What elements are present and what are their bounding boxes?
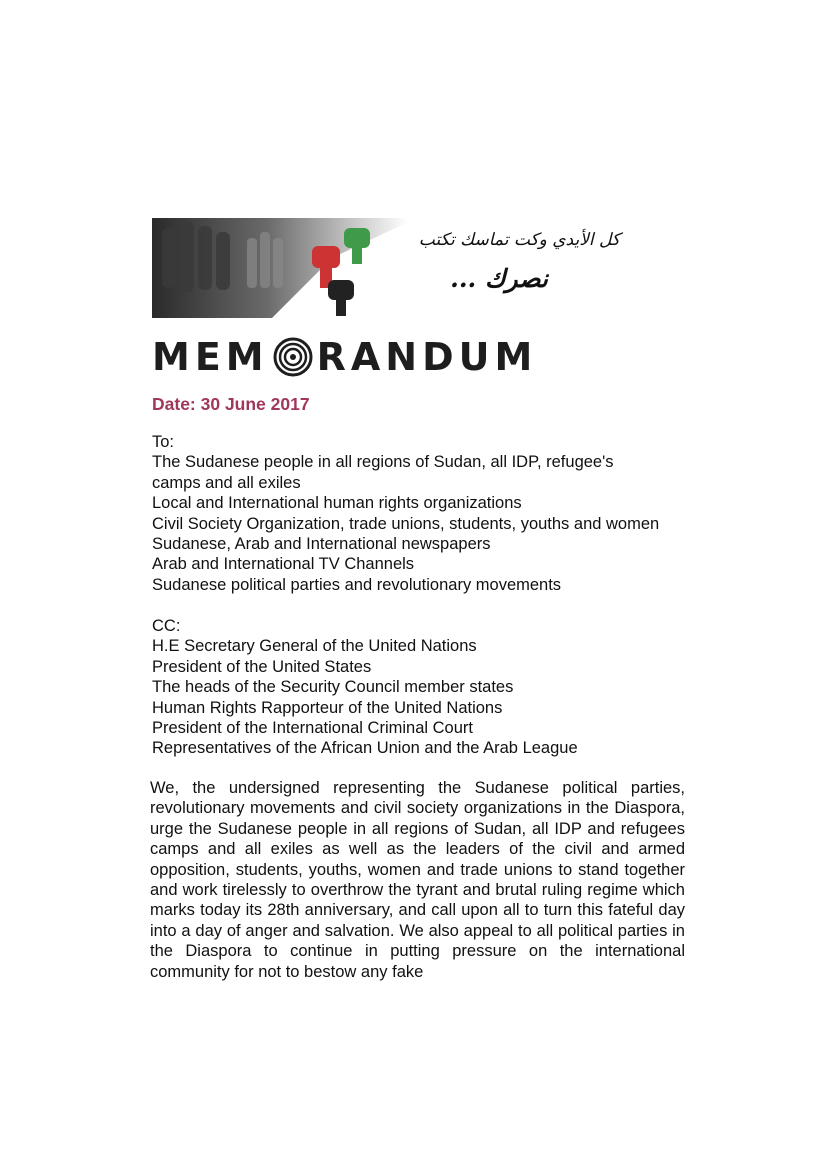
raised-fists-illustration (152, 218, 408, 318)
to-recipients (152, 432, 692, 595)
cc-line: Human Rights Rapporteur of the United Nations (152, 698, 503, 717)
to-line: Sudanese, Arab and International newspapers (152, 535, 491, 554)
to-line: Civil Society Organization, trade unions, students, youths and women (152, 514, 660, 533)
to-line: The Sudanese people in all regions of Sudan, all IDP, refugee's (152, 453, 614, 472)
cc-line: The heads of the Security Council member states (152, 678, 514, 697)
to-line: Sudanese political parties and revolutionary movements (152, 575, 562, 594)
arabic-slogan (420, 230, 620, 300)
to-line: Local and International human rights organizations (152, 494, 522, 513)
cc-line: Representatives of the African Union and the Arab League (152, 739, 578, 758)
to-line: Arab and International TV Channels (152, 555, 415, 574)
arabic-slogan-line1: كل الأيدي وكت تماسك تكتب (418, 230, 620, 250)
title-suffix: RANDUM (316, 335, 538, 379)
to-line: camps and all exiles (152, 473, 301, 492)
cc-recipients (152, 616, 692, 759)
memorandum-title (152, 334, 582, 380)
arabic-slogan-line2: نصرك ... (450, 264, 548, 293)
memo-body-paragraph: We, the undersigned representing the Sudanese political parties, revolutionary movements and civil society organizations in the Diaspora, urge the Sudanese people in all regions of Sudan, all IDP and refugees camps and all exiles as well as the leaders of the civil and armed opposition, students, youths, women and trade unions to stand together and work tirelessly to overthrow the tyrant and brutal ruling regime which marks today its 28th anniversary, and call upon all to turn this fateful day into a day of anger and salvation. We also appeal to all political parties in the Diaspora to continue in putting pressure on the international community for not to bestow any fake (150, 779, 685, 981)
cc-line: President of the United States (152, 657, 372, 676)
to-heading: To: (152, 433, 175, 451)
cc-heading: CC: (152, 617, 181, 635)
cc-line: H.E Secretary General of the United Nations (152, 637, 477, 656)
title-prefix: MEM (152, 335, 269, 379)
cc-line: President of the International Criminal Court (152, 719, 473, 738)
memo-date: Date: 30 June 2017 (152, 394, 310, 414)
header-banner-image (152, 218, 408, 318)
spiral-o-icon (273, 337, 313, 377)
